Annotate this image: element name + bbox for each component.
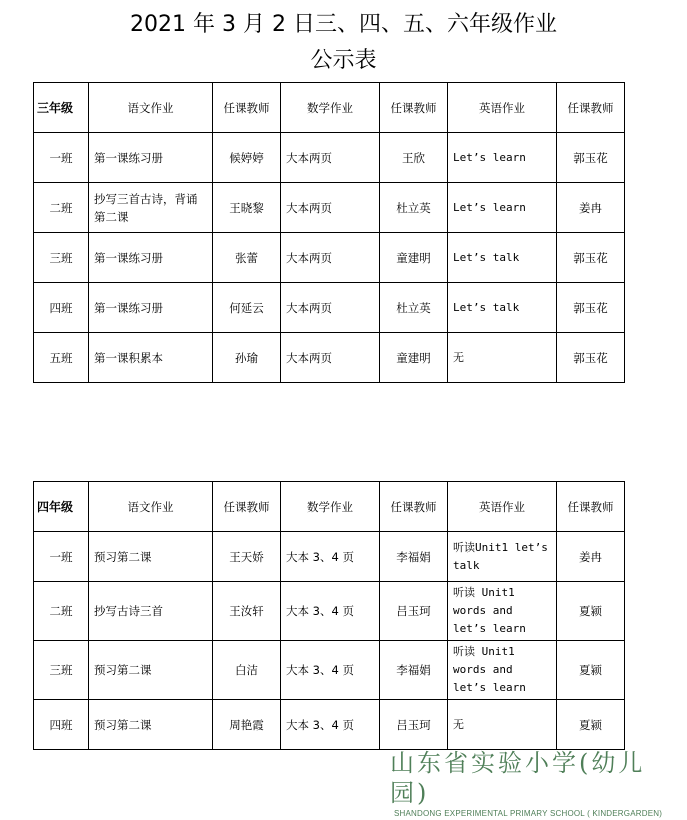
header-chinese: 语文作业 [89, 482, 213, 532]
chinese-teacher: 白洁 [213, 641, 281, 700]
english-teacher: 郭玉花 [557, 233, 625, 283]
class-name: 一班 [34, 532, 89, 582]
document-title: 2021 年 3 月 2 日三、四、五、六年级作业 [130, 12, 557, 37]
chinese-homework: 预习第二课 [89, 700, 213, 750]
school-name-cn: 山东省实验小学(幼儿园) [390, 749, 646, 807]
english-homework: Let’s learn [448, 133, 557, 183]
english-teacher: 郭玉花 [557, 333, 625, 383]
chinese-teacher: 王天娇 [213, 532, 281, 582]
table-row [34, 582, 625, 641]
header-teacher: 任课教师 [380, 83, 448, 133]
english-homework: Let’s talk [448, 233, 557, 283]
table-row [34, 532, 625, 582]
chinese-homework: 第一课练习册 [89, 233, 213, 283]
math-homework: 大本两页 [281, 233, 380, 283]
math-teacher: 李福娟 [380, 532, 448, 582]
english-homework: 无 [448, 333, 557, 383]
chinese-teacher: 孙瑜 [213, 333, 281, 383]
header-teacher: 任课教师 [380, 482, 448, 532]
header-english: 英语作业 [448, 482, 557, 532]
header-teacher: 任课教师 [557, 482, 625, 532]
chinese-homework: 预习第二课 [89, 532, 213, 582]
math-homework: 大本 3、4 页 [281, 700, 380, 750]
class-name: 三班 [34, 641, 89, 700]
table-row [34, 183, 625, 233]
math-teacher: 杜立英 [380, 283, 448, 333]
class-name: 三班 [34, 233, 89, 283]
table-row [34, 233, 625, 283]
chinese-homework: 第一课积累本 [89, 333, 213, 383]
table-header-row [34, 83, 625, 133]
math-teacher: 吕玉珂 [380, 582, 448, 641]
math-homework: 大本 3、4 页 [281, 532, 380, 582]
math-homework: 大本两页 [281, 283, 380, 333]
chinese-teacher: 周艳霞 [213, 700, 281, 750]
english-homework: 听读 Unit1 words and let’s learn [448, 641, 557, 700]
header-math: 数学作业 [281, 83, 380, 133]
header-teacher: 任课教师 [557, 83, 625, 133]
grade-label: 四年级 [34, 482, 89, 532]
table-row [34, 700, 625, 750]
school-name-en: SHANDONG EXPERIMENTAL PRIMARY SCHOOL ( KINDERGARDEN) [394, 809, 663, 818]
math-teacher: 李福娟 [380, 641, 448, 700]
math-homework: 大本 3、4 页 [281, 582, 380, 641]
math-homework: 大本两页 [281, 183, 380, 233]
table-row [34, 333, 625, 383]
table-row [34, 283, 625, 333]
header-math: 数学作业 [281, 482, 380, 532]
english-teacher: 郭玉花 [557, 133, 625, 183]
english-homework: Let’s talk [448, 283, 557, 333]
english-homework: Let’s learn [448, 183, 557, 233]
class-name: 一班 [34, 133, 89, 183]
class-name: 四班 [34, 283, 89, 333]
chinese-homework: 抄写古诗三首 [89, 582, 213, 641]
header-teacher: 任课教师 [213, 482, 281, 532]
table-row [34, 133, 625, 183]
grade3-homework-table [33, 82, 625, 383]
grade-label: 三年级 [34, 83, 89, 133]
chinese-teacher: 张蕾 [213, 233, 281, 283]
chinese-teacher: 王晓黎 [213, 183, 281, 233]
english-teacher: 夏颍 [557, 582, 625, 641]
chinese-teacher: 候婷婷 [213, 133, 281, 183]
table-row [34, 641, 625, 700]
english-teacher: 夏颍 [557, 700, 625, 750]
header-teacher: 任课教师 [213, 83, 281, 133]
class-name: 二班 [34, 582, 89, 641]
chinese-teacher: 王汝轩 [213, 582, 281, 641]
english-homework: 听读 Unit1 words and let’s learn [448, 582, 557, 641]
english-homework: 听读Unit1 let’s talk [448, 532, 557, 582]
math-teacher: 童建明 [380, 333, 448, 383]
table-header-row [34, 482, 625, 532]
header-chinese: 语文作业 [89, 83, 213, 133]
chinese-homework: 第一课练习册 [89, 283, 213, 333]
chinese-teacher: 何延云 [213, 283, 281, 333]
grade4-homework-table [33, 481, 625, 750]
math-teacher: 童建明 [380, 233, 448, 283]
class-name: 二班 [34, 183, 89, 233]
english-teacher: 夏颍 [557, 641, 625, 700]
chinese-homework: 第一课练习册 [89, 133, 213, 183]
english-homework: 无 [448, 700, 557, 750]
english-teacher: 姜冉 [557, 532, 625, 582]
class-name: 四班 [34, 700, 89, 750]
math-teacher: 吕玉珂 [380, 700, 448, 750]
english-teacher: 姜冉 [557, 183, 625, 233]
math-homework: 大本两页 [281, 333, 380, 383]
chinese-homework: 预习第二课 [89, 641, 213, 700]
math-teacher: 王欣 [380, 133, 448, 183]
school-logo [390, 748, 680, 820]
class-name: 五班 [34, 333, 89, 383]
math-homework: 大本两页 [281, 133, 380, 183]
document-subtitle: 公示表 [310, 48, 377, 73]
math-teacher: 杜立英 [380, 183, 448, 233]
english-teacher: 郭玉花 [557, 283, 625, 333]
chinese-homework: 抄写三首古诗，背诵第二课 [89, 183, 213, 233]
header-english: 英语作业 [448, 83, 557, 133]
math-homework: 大本 3、4 页 [281, 641, 380, 700]
